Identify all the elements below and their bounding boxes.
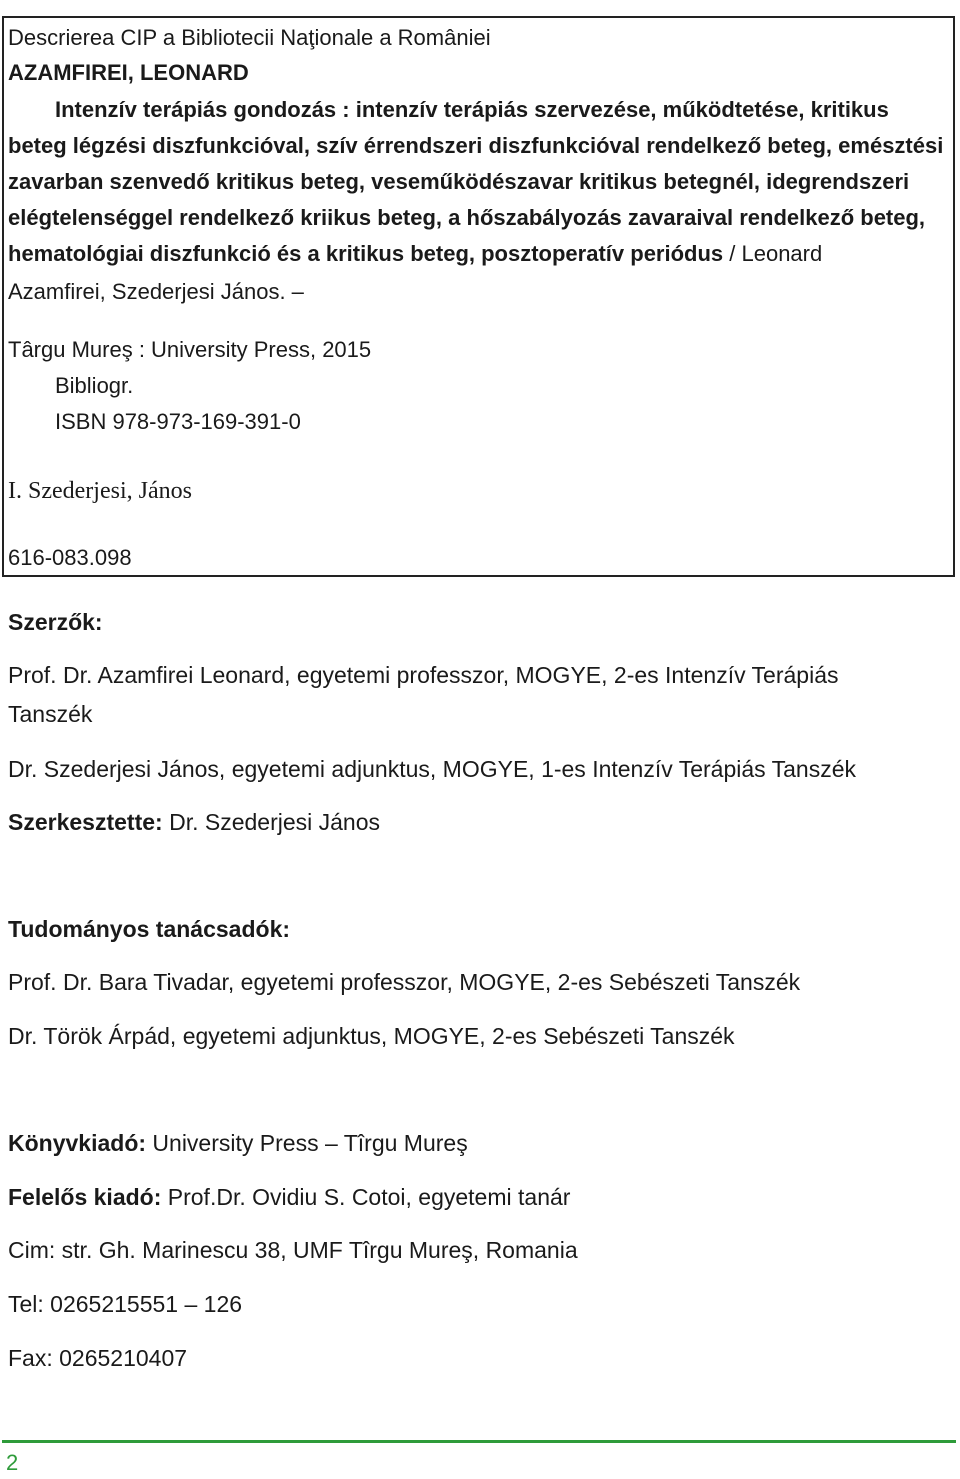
cip-publisher-line: Târgu Mureş : University Press, 2015 [8,337,372,362]
tel-line: Tel: 0265215551 – 126 [8,1291,243,1317]
cip-udc: 616-083.098 [8,545,132,570]
publisher-label: Könyvkiadó: [8,1130,147,1156]
footer-divider [2,1440,956,1443]
cip-header: Descrierea CIP a Bibliotecii Naţionale a României [8,25,491,50]
editor-label: Szerkesztette: [8,809,163,835]
cip-title-line-2: beteg légzési diszfunkcióval, szív érrendszeri diszfunkcióval rendelkező beteg, emésztési [8,133,944,158]
author-1-line-a: Prof. Dr. Azamfirei Leonard, egyetemi professzor, MOGYE, 2-es Intenzív Terápiás [8,662,839,688]
cip-title-line-4: elégtelenséggel rendelkező kriikus beteg, a hőszabályozás zavaraival rendelkező beteg, [8,205,926,230]
advisors-heading: Tudományos tanácsadók: [8,916,291,942]
cip-title-line-5-bold: hematológiai diszfunkció és a kritikus beteg, posztoperatív periódus [8,241,724,266]
cip-added-entry: I. Szederjesi, János [8,478,192,504]
cip-title-line-5-rest: / Leonard [723,241,823,266]
cip-title-line-5 [8,241,822,267]
publisher-line [8,1130,468,1156]
page-number: 2 [6,1450,19,1475]
responsible-label: Felelős kiadó: [8,1184,162,1210]
author-2: Dr. Szederjesi János, egyetemi adjunktus, MOGYE, 1-es Intenzív Terápiás Tanszék [8,756,857,782]
responsible-value: Prof.Dr. Ovidiu S. Cotoi, egyetemi tanár [161,1184,571,1210]
cip-authors-line: Azamfirei, Szederjesi János. – [8,279,304,304]
address-line: Cim: str. Gh. Marinescu 38, UMF Tîrgu Mureş, Romania [8,1237,578,1263]
advisor-2: Dr. Török Árpád, egyetemi adjunktus, MOGYE, 2-es Sebészeti Tanszék [8,1023,735,1049]
cip-bibliogr: Bibliogr. [55,373,134,398]
cip-title-line-1: Intenzív terápiás gondozás : intenzív terápiás szervezése, működtetése, kritikus [55,97,889,122]
advisor-1: Prof. Dr. Bara Tivadar, egyetemi professzor, MOGYE, 2-es Sebészeti Tanszék [8,969,801,995]
fax-line: Fax: 0265210407 [8,1345,188,1371]
cip-author: AZAMFIREI, LEONARD [8,60,249,85]
cip-title-line-3: zavarban szenvedő kritikus beteg, veseműködészavar kritikus betegnél, idegrendszeri [8,169,910,194]
cip-isbn: ISBN 978-973-169-391-0 [55,409,301,434]
author-1-line-b: Tanszék [8,701,93,727]
authors-heading: Szerzők: [8,609,103,635]
editor-value: Dr. Szederjesi János [162,809,381,835]
responsible-publisher-line [8,1184,570,1210]
editor-line [8,809,380,835]
publisher-value: University Press – Tîrgu Mureş [146,1130,468,1156]
